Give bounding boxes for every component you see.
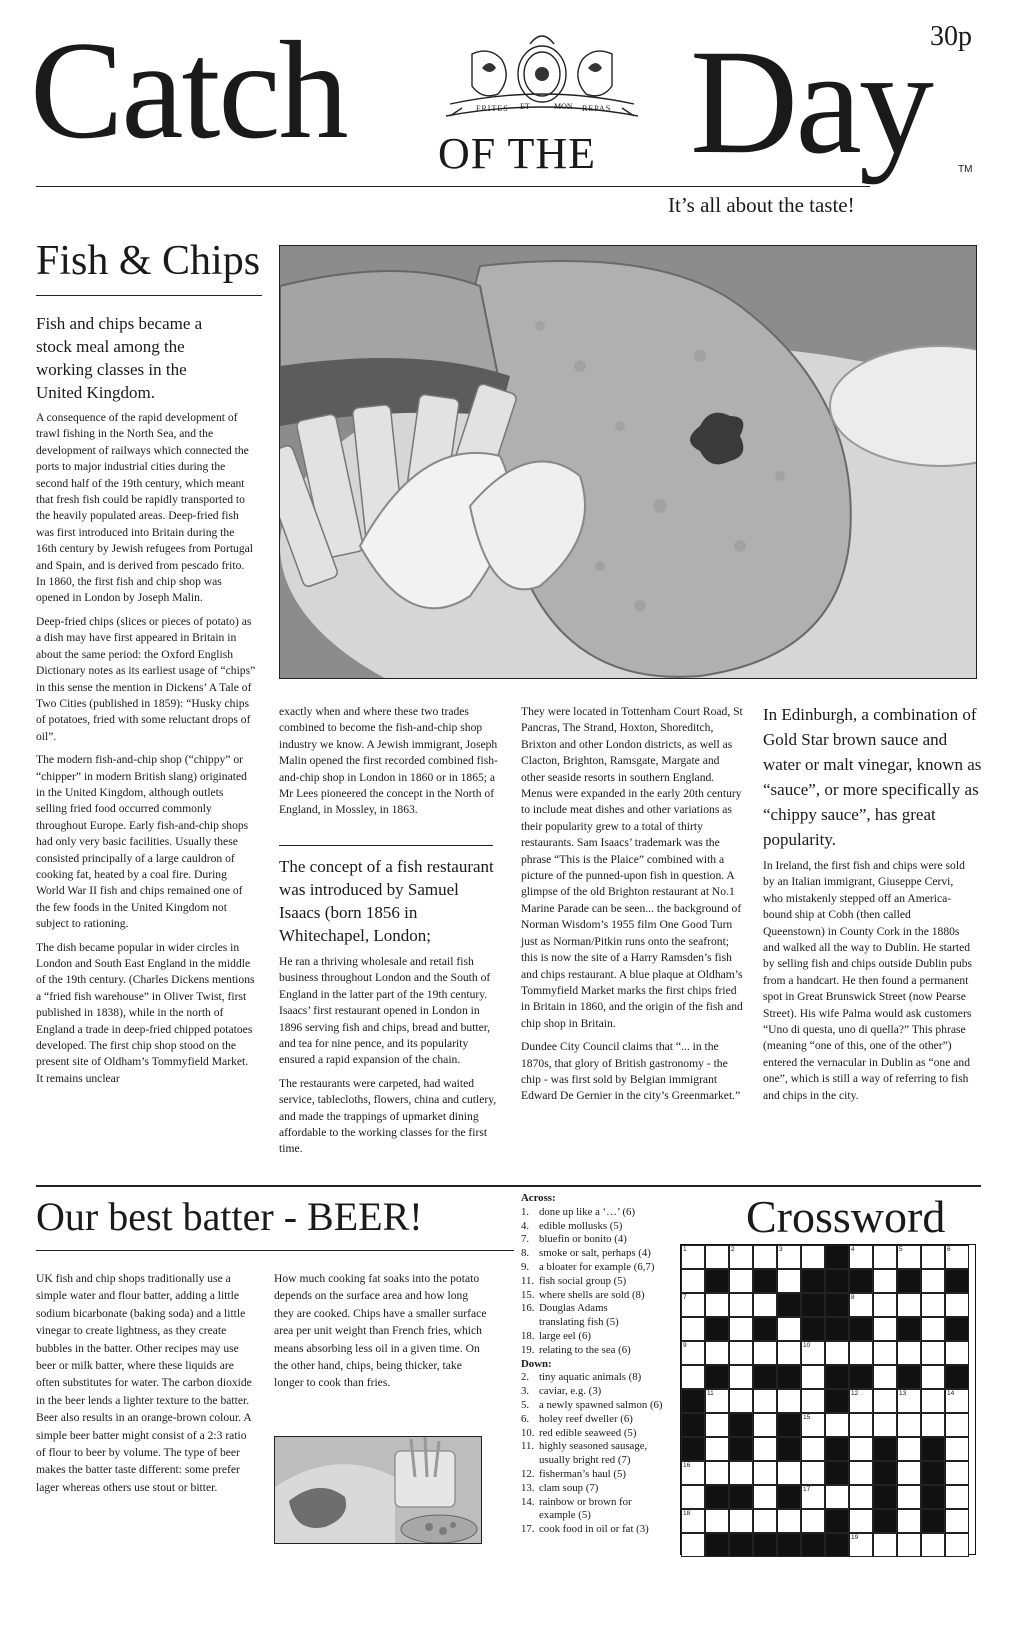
clue-number: 11. [521, 1440, 535, 1453]
grid-cell[interactable] [705, 1413, 729, 1437]
fish-and-chips-photo [279, 245, 977, 679]
crossword-grid[interactable] [680, 1244, 976, 1555]
grid-block [921, 1485, 945, 1509]
grid-cell[interactable] [921, 1269, 945, 1293]
grid-block [921, 1437, 945, 1461]
clue-text: usually bright red (7) [539, 1454, 631, 1467]
grid-block [945, 1365, 969, 1389]
article2-column-2: How much cooking fat soaks into the potato depends on the surface area and how long they are cooked. Chips have a smaller surface area per unit weight than French fries, which means absorbing less oil in a given time. On the other hand, chips, being thicker, take longer to cook than fries. [274, 1272, 487, 1390]
article2-column-1: UK fish and chip shops traditionally use a simple water and flour batter, adding a little sodium bicarbonate (baking soda) and a little vinegar to create lightness, as they create bubbles in the batter. Other recipes may use beer or milk batter, where these liquids are often substitutes for water. The carbon dioxide in the beer lends a lighter texture to the batter. Beer also results in an orange-brown colour. A simple beer batter might consist of a 2:3 ratio of flour to beer by volume. The type of beer makes the batter taste different: some prefer lager whereas others use stout or bitter. [36, 1272, 252, 1494]
grid-cell[interactable] [945, 1533, 969, 1557]
grid-cell[interactable] [825, 1485, 849, 1509]
grid-block [705, 1269, 729, 1293]
grid-cell[interactable] [873, 1245, 897, 1269]
clue-number: 3. [521, 1385, 530, 1398]
grid-block [873, 1461, 897, 1485]
article1-column-4-lede: In Edinburgh, a combination of Gold Star brown sauce and water or malt vinegar, known as “sauce”, or more specifically as “chippy sauce”, has great popularity. [763, 705, 982, 849]
grid-cell[interactable]: 2 [729, 1245, 753, 1269]
grid-cell[interactable] [729, 1389, 753, 1413]
grid-cell[interactable] [801, 1509, 825, 1533]
grid-cell[interactable]: 11 [705, 1389, 729, 1413]
grid-block [897, 1269, 921, 1293]
grid-cell[interactable] [801, 1245, 825, 1269]
grid-block [777, 1413, 801, 1437]
grid-block [801, 1317, 825, 1341]
grid-block [873, 1485, 897, 1509]
grid-cell[interactable] [777, 1341, 801, 1365]
grid-cell[interactable] [729, 1269, 753, 1293]
grid-cell[interactable] [921, 1245, 945, 1269]
paragraph: The dish became popular in wider circles in London and South East England in the middle of the 19th century. (Charles Dickens mentions a “fried fish warehouse” in Oliver Twist, first published in 1838), while in the north of England a trade in deep-fried chipped potatoes developed. The first chip shop stood on the present site of Oldham’s Tommyfield Market. It remains unclear [36, 940, 255, 1085]
grid-cell[interactable] [921, 1365, 945, 1389]
grid-cell[interactable] [729, 1293, 753, 1317]
grid-cell[interactable] [753, 1413, 777, 1437]
beer-batter-photo [274, 1436, 482, 1544]
article2-headline-rule [36, 1250, 514, 1251]
crest-text-repas: REPAS [582, 104, 612, 113]
grid-cell[interactable] [897, 1485, 921, 1509]
grid-cell[interactable] [945, 1509, 969, 1533]
across-clue [521, 1233, 681, 1247]
grid-block [777, 1485, 801, 1509]
paragraph: The restaurants were carpeted, had waited service, tablecloths, flowers, china and cutlery, and made the trappings of upmarket dining affordable to the working classes for the first time. [279, 1076, 497, 1156]
clue-number [521, 1316, 539, 1330]
grid-block [825, 1461, 849, 1485]
crest-logo [442, 24, 642, 120]
grid-cell[interactable] [801, 1389, 825, 1413]
grid-cell[interactable]: 3 [777, 1245, 801, 1269]
across-clue [521, 1206, 681, 1220]
article1-column-2 [279, 954, 499, 1165]
grid-cell[interactable] [705, 1341, 729, 1365]
down-clue [521, 1427, 681, 1441]
grid-cell[interactable] [777, 1461, 801, 1485]
clue-number: 17. [521, 1523, 535, 1536]
grid-cell[interactable] [753, 1485, 777, 1509]
grid-cell[interactable]: 8 [849, 1293, 873, 1317]
clue-text: edible mollusks (5) [539, 1219, 623, 1232]
across-clue [521, 1316, 681, 1330]
grid-cell[interactable] [681, 1269, 705, 1293]
clue-text: fisherman’s haul (5) [539, 1467, 626, 1480]
crest-text-et: ET [520, 102, 530, 111]
grid-cell[interactable]: 1 [681, 1245, 705, 1269]
grid-cell[interactable] [921, 1317, 945, 1341]
grid-cell[interactable] [849, 1485, 873, 1509]
article1-column-3 [521, 704, 743, 1112]
down-clue [521, 1509, 681, 1523]
crest-emblem-icon [442, 24, 642, 120]
paragraph: He ran a thriving wholesale and retail fish business throughout London and the South of England in the latter part of the 19th century. Isaacs’ first restaurant opened in London in 1896 serving fish and chips, bread and butter, and tea for nine pence, and its popularity ensured a rapid expansion of the chain. [279, 955, 491, 1067]
grid-cell[interactable] [849, 1509, 873, 1533]
article1-headline-rule [36, 295, 262, 296]
clue-number [521, 1509, 539, 1523]
grid-cell[interactable]: 13 [897, 1389, 921, 1413]
down-clue [521, 1482, 681, 1496]
across-label: Across: [521, 1192, 556, 1204]
grid-cell[interactable] [753, 1293, 777, 1317]
grid-block [897, 1365, 921, 1389]
clue-number [521, 1454, 539, 1468]
grid-cell[interactable] [873, 1389, 897, 1413]
clue-number: 9. [521, 1260, 530, 1273]
masthead-title-day: Day [690, 19, 931, 185]
grid-cell[interactable] [921, 1413, 945, 1437]
grid-cell[interactable] [873, 1341, 897, 1365]
paragraph: Deep-fried chips (slices or pieces of potato) as a dish may have first appeared in Britain in about the same period: the Oxford English Dictionary notes as its earliest usage of “chips” in this sense the mention in Dickens’ A Tale of Two Cities (published in 1859): “Husky chips of potatoes, fried with some reluctant drops of oil”. [36, 614, 256, 743]
paragraph: Dundee City Council claims that “... in the 1870s, that glory of British gastronomy - the chip - was first sold by Belgian immigrant Edward De Gernier in the city’s Greenmarket.” [521, 1040, 741, 1103]
clue-text: example (5) [539, 1509, 591, 1522]
grid-cell[interactable]: 15 [801, 1413, 825, 1437]
masthead [0, 0, 1012, 230]
clue-number: 18. [521, 1329, 535, 1342]
across-clue [521, 1302, 681, 1316]
clue-text: done up like a ‘…’ (6) [539, 1205, 636, 1218]
grid-block [705, 1485, 729, 1509]
grid-block [945, 1269, 969, 1293]
grid-cell[interactable] [753, 1509, 777, 1533]
grid-cell[interactable] [897, 1533, 921, 1557]
grid-block [945, 1317, 969, 1341]
grid-cell[interactable] [921, 1341, 945, 1365]
clue-number: 4. [521, 1219, 530, 1232]
grid-cell[interactable] [945, 1485, 969, 1509]
grid-cell[interactable] [753, 1437, 777, 1461]
grid-cell[interactable] [729, 1365, 753, 1389]
clue-text: fish social group (5) [539, 1274, 627, 1287]
grid-cell[interactable] [873, 1413, 897, 1437]
article1-headline: Fish & Chips [36, 238, 261, 284]
across-clue [521, 1275, 681, 1289]
down-clue [521, 1440, 681, 1454]
grid-cell[interactable]: 5 [897, 1245, 921, 1269]
grid-cell[interactable]: 12 [849, 1389, 873, 1413]
grid-cell[interactable]: 17 [801, 1485, 825, 1509]
grid-cell[interactable] [921, 1533, 945, 1557]
grid-block [729, 1413, 753, 1437]
grid-cell[interactable]: 4 [849, 1245, 873, 1269]
clue-text: smoke or salt, perhaps (4) [539, 1247, 651, 1260]
across-clue [521, 1330, 681, 1344]
grid-cell[interactable]: 18 [681, 1509, 705, 1533]
grid-cell[interactable] [777, 1317, 801, 1341]
across-clue [521, 1261, 681, 1275]
grid-cell[interactable] [681, 1365, 705, 1389]
grid-cell[interactable] [897, 1413, 921, 1437]
grid-block [705, 1317, 729, 1341]
grid-block [825, 1437, 849, 1461]
grid-cell[interactable] [753, 1461, 777, 1485]
grid-block [825, 1269, 849, 1293]
article1-column-4: In Ireland, the first fish and chips were sold by an Italian immigrant, Giuseppe Cervi, who mistakenly stepped off an America-bound ship at Cobh (then called Queenstown) in County Cork in the 1880s and walked all the way to Dublin. He started by selling fish and chips outside Dublin pubs from a handcart. He then found a permanent spot in Great Brunswick Street (now Pearse Street). His wife Palma would ask customers “Uno di questa, uno di quella?” This phrase (meaning “one of this, one of the other”) entered the vernacular in Dublin as “one and one”, which is still a way of referring to fish and chips in the city. [763, 859, 972, 1102]
grid-cell[interactable]: 7 [681, 1293, 705, 1317]
grid-cell[interactable] [705, 1293, 729, 1317]
grid-cell[interactable] [801, 1437, 825, 1461]
grid-cell[interactable] [897, 1509, 921, 1533]
grid-block [825, 1317, 849, 1341]
grid-cell[interactable] [705, 1437, 729, 1461]
grid-cell[interactable]: 6 [945, 1245, 969, 1269]
pullquote-rule [279, 845, 493, 846]
price-label: 30p [930, 21, 972, 52]
masthead-rule [36, 186, 870, 187]
clue-number: 14. [521, 1495, 535, 1508]
grid-cell[interactable]: 9 [681, 1341, 705, 1365]
masthead-title-of-the: OF THE [438, 129, 596, 178]
grid-block [777, 1365, 801, 1389]
clue-text: clam soup (7) [539, 1481, 599, 1494]
clue-text: relating to the sea (6) [539, 1343, 631, 1356]
fish-and-chips-image [280, 246, 977, 679]
grid-cell[interactable]: 16 [681, 1461, 705, 1485]
grid-cell[interactable] [753, 1389, 777, 1413]
grid-cell[interactable] [729, 1461, 753, 1485]
article1-column-1 [36, 410, 256, 1094]
grid-cell[interactable] [729, 1341, 753, 1365]
clue-text: highly seasoned sausage, [539, 1440, 648, 1453]
paragraph: A consequence of the rapid development of trawl fishing in the North Sea, and the development of railways which connected the ports to major industrial cities during the second half of the 19th century, which meant that fresh fish could be rapidly transported to the heavily populated areas. Deep-fried fish was first introduced into Britain during the 16th century by Jewish refugees from Portugal and Spain, and is derived from pescado frito. In 1860, the first fish and chip shop was opened in London by Joseph Malin. [36, 411, 254, 605]
across-clue [521, 1289, 681, 1303]
grid-cell[interactable] [873, 1317, 897, 1341]
grid-block [777, 1533, 801, 1557]
clue-number: 10. [521, 1426, 535, 1439]
down-clue [521, 1468, 681, 1482]
across-clue [521, 1247, 681, 1261]
down-clue [521, 1523, 681, 1537]
grid-cell[interactable] [945, 1293, 969, 1317]
grid-block [681, 1389, 705, 1413]
clue-number: 8. [521, 1247, 530, 1260]
clue-text: bluefin or bonito (4) [539, 1233, 627, 1246]
down-clue [521, 1454, 681, 1468]
grid-cell[interactable] [681, 1317, 705, 1341]
grid-block [849, 1317, 873, 1341]
grid-cell[interactable] [921, 1293, 945, 1317]
grid-cell[interactable] [873, 1293, 897, 1317]
grid-cell[interactable]: 19 [849, 1533, 873, 1557]
grid-block [753, 1365, 777, 1389]
grid-block [897, 1317, 921, 1341]
grid-block [777, 1437, 801, 1461]
clue-number: 2. [521, 1371, 530, 1384]
clue-number: 6. [521, 1412, 530, 1425]
grid-cell[interactable] [681, 1533, 705, 1557]
grid-cell[interactable] [945, 1461, 969, 1485]
grid-cell[interactable] [681, 1485, 705, 1509]
article2-headline: Our best batter - BEER! [36, 1194, 423, 1239]
clue-text: translating fish (5) [539, 1316, 619, 1329]
grid-cell[interactable]: 10 [801, 1341, 825, 1365]
grid-cell[interactable] [945, 1413, 969, 1437]
grid-block [801, 1269, 825, 1293]
grid-cell[interactable] [729, 1509, 753, 1533]
clue-number: 1. [521, 1205, 530, 1218]
grid-block [681, 1437, 705, 1461]
grid-cell[interactable] [777, 1269, 801, 1293]
crossword-title: Crossword [746, 1191, 946, 1242]
clue-number: 7. [521, 1233, 530, 1246]
grid-cell[interactable] [705, 1461, 729, 1485]
grid-cell[interactable] [825, 1341, 849, 1365]
grid-block [729, 1533, 753, 1557]
clue-text: a bloater for example (6,7) [539, 1260, 655, 1273]
clue-number: 13. [521, 1481, 535, 1494]
clue-text: Douglas Adams [539, 1302, 608, 1315]
grid-cell[interactable] [801, 1365, 825, 1389]
grid-cell[interactable] [945, 1341, 969, 1365]
clue-text: tiny aquatic animals (8) [539, 1371, 642, 1384]
grid-cell[interactable] [873, 1533, 897, 1557]
grid-block [849, 1365, 873, 1389]
grid-cell[interactable] [897, 1437, 921, 1461]
clue-number: 11. [521, 1274, 535, 1287]
grid-cell[interactable] [849, 1413, 873, 1437]
clue-text: where shells are sold (8) [539, 1288, 645, 1301]
clue-number: 5. [521, 1398, 530, 1411]
section-divider [36, 1185, 981, 1187]
grid-block [681, 1413, 705, 1437]
clue-text: rainbow or brown for [539, 1495, 632, 1508]
clue-number: 16. [521, 1302, 535, 1315]
grid-cell[interactable] [729, 1317, 753, 1341]
grid-block [825, 1533, 849, 1557]
grid-block [777, 1293, 801, 1317]
grid-block [825, 1365, 849, 1389]
down-clue [521, 1496, 681, 1510]
grid-block [705, 1533, 729, 1557]
article1-column-2-top: exactly when and where these two trades combined to become the fish-and-chip shop industry we know. A Jewish immigrant, Joseph Malin opened the first recorded combined fish-and-chip shop in London in 1860 or in 1865; a Mr Lees pioneered the concept in the North of England, in Mossley, in 1863. [279, 705, 498, 817]
grid-cell[interactable] [777, 1389, 801, 1413]
grid-block [705, 1365, 729, 1389]
clue-text: a newly spawned salmon (6) [539, 1398, 663, 1411]
grid-block [753, 1533, 777, 1557]
grid-cell[interactable] [849, 1341, 873, 1365]
clue-number: 19. [521, 1343, 535, 1356]
grid-cell[interactable] [705, 1245, 729, 1269]
clue-text: cook food in oil or fat (3) [539, 1523, 649, 1536]
down-clue [521, 1385, 681, 1399]
grid-block [801, 1293, 825, 1317]
grid-block [921, 1509, 945, 1533]
across-clue [521, 1344, 681, 1358]
crest-text-mon: MON [554, 102, 573, 111]
beer-batter-image [275, 1437, 482, 1544]
down-clue [521, 1413, 681, 1427]
across-clue [521, 1220, 681, 1234]
trademark-label: TM [958, 164, 973, 175]
grid-block [753, 1269, 777, 1293]
grid-cell[interactable] [945, 1437, 969, 1461]
grid-cell[interactable] [873, 1365, 897, 1389]
crest-text-frites: FRITES [476, 104, 509, 113]
grid-cell[interactable] [777, 1509, 801, 1533]
grid-block [921, 1461, 945, 1485]
article1-pullquote: The concept of a fish restaurant was introduced by Samuel Isaacs (born 1856 in Whitechapel, London; [279, 857, 494, 945]
grid-block [801, 1533, 825, 1557]
grid-block [825, 1389, 849, 1413]
grid-block [873, 1437, 897, 1461]
crossword-clues [521, 1192, 681, 1537]
grid-cell[interactable] [897, 1461, 921, 1485]
clue-text: red edible seaweed (5) [539, 1426, 637, 1439]
grid-cell[interactable] [705, 1509, 729, 1533]
grid-block [729, 1485, 753, 1509]
down-label: Down: [521, 1357, 552, 1370]
tagline: It’s all about the taste! [668, 193, 855, 217]
grid-cell[interactable] [825, 1413, 849, 1437]
article1-lede: Fish and chips became a stock meal among the working classes in the United Kingdom. [36, 314, 203, 402]
masthead-title-catch: Catch [30, 13, 347, 168]
clue-text: caviar, e.g. (3) [539, 1385, 602, 1398]
grid-cell[interactable] [801, 1461, 825, 1485]
grid-cell[interactable]: 14 [945, 1389, 969, 1413]
grid-block [729, 1437, 753, 1461]
grid-cell[interactable] [849, 1437, 873, 1461]
grid-block [873, 1509, 897, 1533]
down-clue [521, 1399, 681, 1413]
grid-block [825, 1245, 849, 1269]
clue-number: 12. [521, 1467, 535, 1480]
paragraph: The modern fish-and-chip shop (“chippy” or “chipper” in modern British slang) originated in the United Kingdom, although outlets selling fried food occurred commonly throughout Europe. Early fish-and-chip shops had only very basic facilities. Usually these consisted principally of a large cauldron of cooking fat, heated by a coal fire. During World War II fish and chips remained one of the few foods in the United Kingdom not subject to rationing. [36, 753, 249, 931]
grid-block [849, 1269, 873, 1293]
grid-cell[interactable] [897, 1341, 921, 1365]
grid-cell[interactable] [849, 1461, 873, 1485]
grid-cell[interactable] [897, 1293, 921, 1317]
grid-cell[interactable] [753, 1245, 777, 1269]
down-clue-list [521, 1371, 681, 1537]
clue-number: 15. [521, 1288, 535, 1301]
across-clue-list [521, 1206, 681, 1358]
grid-cell[interactable] [921, 1389, 945, 1413]
down-clue [521, 1371, 681, 1385]
grid-block [825, 1293, 849, 1317]
grid-cell[interactable] [753, 1341, 777, 1365]
grid-block [753, 1317, 777, 1341]
clue-text: holey reef dweller (6) [539, 1412, 633, 1425]
grid-cell[interactable] [873, 1269, 897, 1293]
clue-text: large eel (6) [539, 1329, 591, 1342]
paragraph: They were located in Tottenham Court Road, St Pancras, The Strand, Hoxton, Shoreditch, Brixton and other London districts, as well as Clacton, Brighton, Ramsgate, Margate and other seaside resorts in southern England. Menus were expanded in the early 20th century to include meat dishes and other variations as their popularity grew to a total of thirty restaurants. Sam Isaacs’ trademark was the phrase “This is the Plaice” combined with a picture of the punned-upon fish in question. A glimpse of the old Brighton restaurant at No.1 Marine Parade can be seen... the background of Norman Wisdom’s 1955 film One Good Turn just as Norman/Pitkin runs onto the seafront; this is now the site of a Harry Ramsden’s fish and chips restaurant. A blue plaque at Oldham’s Tommyfield Market marks the first chips fried in Britain in 1860, and the origin of the fish and chip shop in Britain. [521, 705, 743, 1030]
grid-block [825, 1509, 849, 1533]
